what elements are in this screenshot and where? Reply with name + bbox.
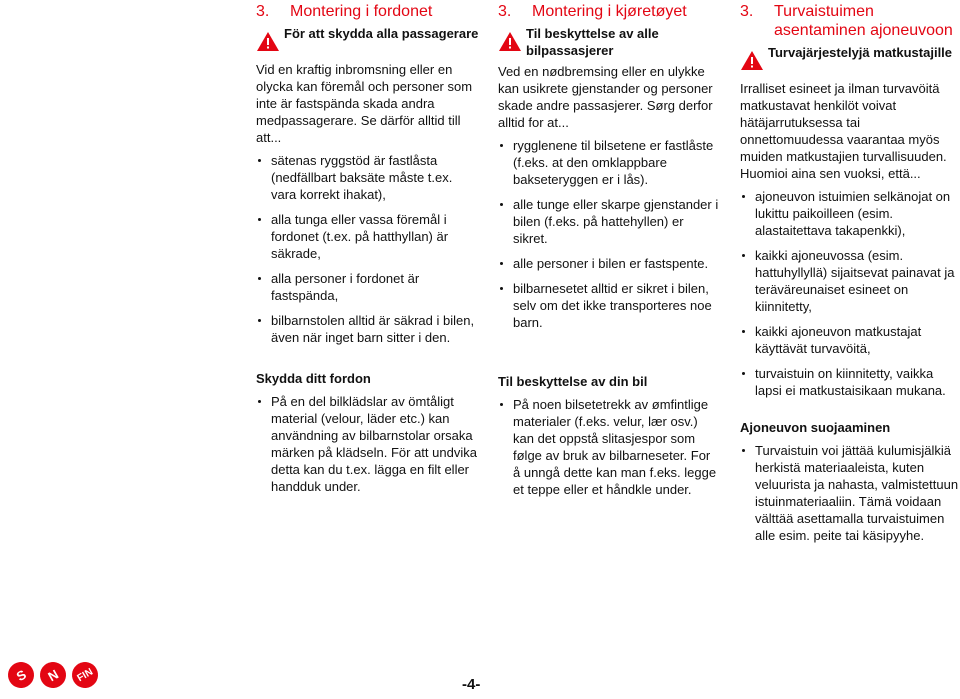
safety-list	[498, 137, 720, 331]
list-item: alla personer i fordonet är fastspända,	[256, 270, 481, 304]
list-item: ajoneuvon istuimien selkänojat on lukittu paikoilleen (esim. alastaitettava takapenkki),	[740, 188, 960, 239]
column-swedish	[256, 0, 481, 503]
list-item: alle personer i bilen er fastspente.	[498, 255, 720, 272]
section-number: 3.	[256, 3, 270, 20]
intro-paragraph: Irralliset esineet ja ilman turvavöitä matkustavat henkilöt voivat hätäjarrutuksessa tai onnettomuudessa vaarantaa myös muiden matkustajien turvallisuuden. Huomioi aina sen vuoksi, että...	[740, 81, 947, 181]
list-item: bilbarnstolen alltid är säkrad i bilen, även när inget barn sitter i den.	[256, 312, 481, 346]
intro-paragraph: Ved en nødbremsing eller en ulykke kan usikrete gjenstander og personer skade andre passasjerer. Sørg derfor alltid for at...	[498, 64, 713, 130]
section-heading	[256, 2, 481, 21]
protection-list	[498, 396, 720, 498]
warning-title: Turvajärjestelyjä matkustajille	[768, 45, 953, 60]
section-number: 3.	[740, 3, 754, 20]
section-title: Montering i kjøretøyet	[532, 3, 687, 20]
language-badge-n: N	[35, 657, 71, 693]
section-title: Montering i fordonet	[290, 3, 433, 20]
protection-list	[740, 442, 960, 544]
language-badge-s: S	[3, 657, 39, 693]
list-item: turvaistuin on kiinnitetty, vaikka lapsi ei matkustaisikaan mukana.	[740, 365, 960, 399]
language-badge-fin: FIN	[67, 657, 103, 693]
list-item: kaikki ajoneuvossa (esim. hattuhyllyllä) sijaitsevat painavat ja teräväreunaiset esineet on kiinnitetty,	[740, 247, 960, 315]
language-flags	[8, 662, 98, 688]
list-item: Turvaistuin voi jättää kulumisjälkiä herkistä materiaaleista, kuten veluurista ja nahasta, valmistettuun istuinmateriaaliin. Tämä voidaan välttää asettamalla turvaistuimen alle esim. peite tai käsipyyhe.	[740, 442, 960, 544]
list-item: sätenas ryggstöd är fastlåsta (nedfällbart baksäte måste t.ex. vara korrekt ihakat),	[256, 152, 481, 203]
column-norwegian	[498, 0, 720, 506]
list-item: alle tunge eller skarpe gjenstander i bilen (f.eks. på hattehyllen) er sikret.	[498, 196, 720, 247]
section-heading	[740, 2, 960, 40]
protection-list	[256, 393, 481, 495]
page-number: -4-	[462, 676, 481, 693]
list-item: bilbarnesetet alltid er sikret i bilen, selv om det ikke transporteres noe barn.	[498, 280, 720, 331]
safety-list	[256, 152, 481, 346]
list-item: kaikki ajoneuvon matkustajat käyttävät turvavöitä,	[740, 323, 960, 357]
list-item: alla tunga eller vassa föremål i fordonet (t.ex. på hatthyllan) är säkrade,	[256, 211, 481, 262]
subheading: Til beskyttelse av din bil	[498, 374, 648, 389]
list-item: På en del bilklädslar av ömtåligt material (velour, läder etc.) kan användning av bilbarnstolar orsaka märken på klädseln. För att undvika detta kan du t.ex. lägga en filt eller handduk under.	[256, 393, 481, 495]
subheading: Ajoneuvon suojaaminen	[740, 420, 891, 435]
warning-title: Til beskyttelse av alle bilpassasjerer	[526, 26, 659, 58]
warning-title: För att skydda alla passagerare	[284, 26, 479, 41]
section-title: Turvaistuimen asentaminen ajoneuvoon	[774, 3, 953, 39]
warning-icon	[740, 44, 768, 76]
warning-icon	[498, 25, 526, 59]
column-finnish	[740, 0, 960, 552]
warning-block	[740, 44, 960, 76]
warning-icon	[256, 25, 284, 57]
list-item: rygglenene til bilsetene er fastlåste (f.eks. at den omklappbare bakseteryggen er i lås).	[498, 137, 720, 188]
safety-list	[740, 188, 960, 399]
warning-block	[256, 25, 481, 57]
section-heading	[498, 2, 720, 21]
subheading: Skydda ditt fordon	[256, 371, 371, 386]
warning-block	[498, 25, 720, 59]
list-item: På noen bilsetetrekk av ømfintlige materialer (f.eks. velur, lær osv.) kan det oppstå slitasjespor som følge av bruk av bilbarneseter. For å unngå dette kan man f.eks. legge et teppe eller et håndkle under.	[498, 396, 720, 498]
section-number: 3.	[498, 3, 512, 20]
intro-paragraph: Vid en kraftig inbromsning eller en olycka kan föremål och personer som inte är fastspända skada andra medpassagerare. Se därför alltid till att...	[256, 62, 473, 145]
